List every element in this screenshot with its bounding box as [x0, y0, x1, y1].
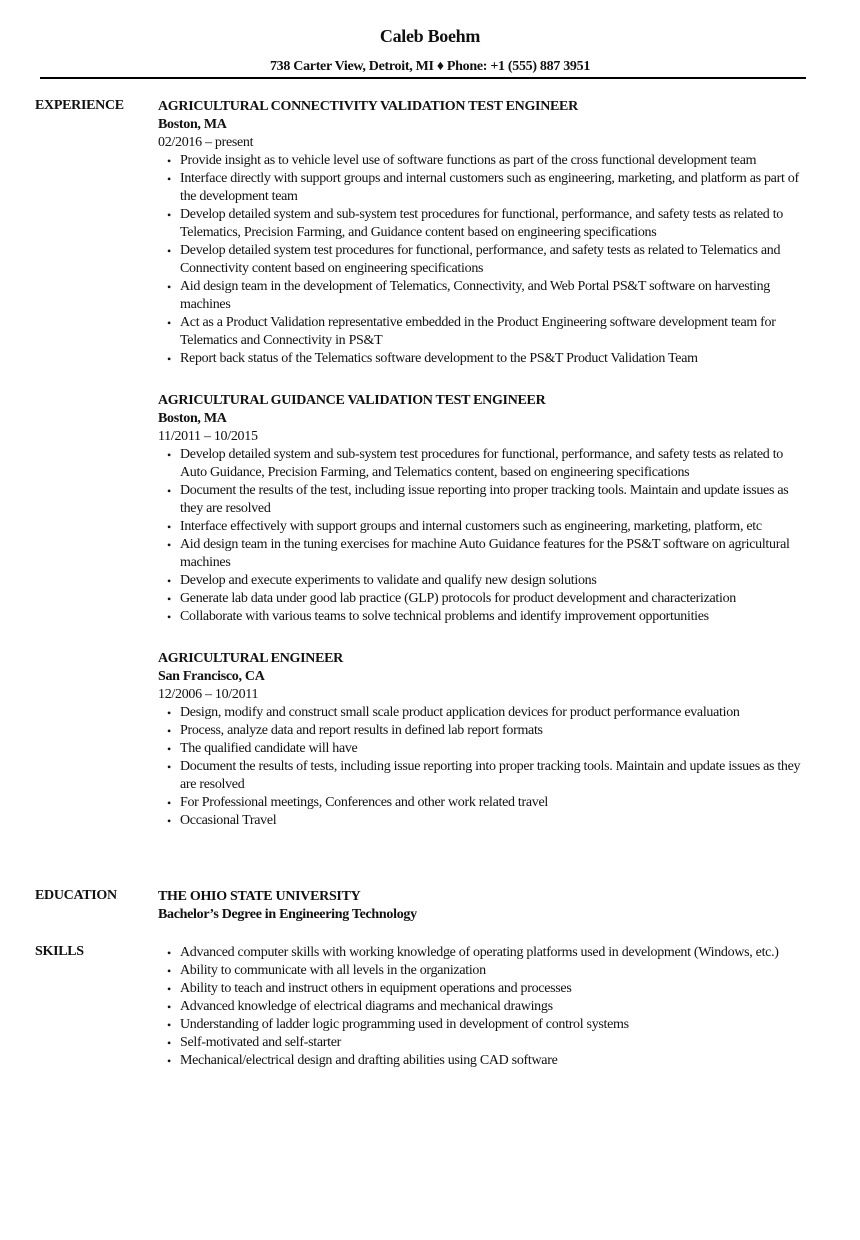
list-item: • Report back status of the Telematics software development to the PS&T Product Validation Team	[180, 350, 812, 368]
job-dates: 12/2006 – 10/2011	[158, 687, 259, 702]
list-item: • Process, analyze data and report results in defined lab report formats	[180, 722, 812, 740]
section-label-experience: EXPERIENCE	[35, 98, 124, 113]
list-item: • Document the results of tests, including issue reporting into proper tracking tools. Maintain and update issues as they are resolved	[180, 758, 812, 794]
list-item: • Ability to communicate with all levels in the organization	[180, 962, 812, 980]
job-entry	[158, 392, 825, 626]
section-label-education: EDUCATION	[35, 888, 117, 903]
list-item: • For Professional meetings, Conferences and other work related travel	[180, 794, 812, 812]
list-item: • Understanding of ladder logic programming used in development of control systems	[180, 1016, 812, 1034]
list-item: • Provide insight as to vehicle level use of software functions as part of the cross functional development team	[180, 152, 812, 170]
job-location: Boston, MA	[158, 411, 227, 426]
job-dates: 11/2011 – 10/2015	[158, 429, 258, 444]
list-item: • The qualified candidate will have	[180, 740, 812, 758]
list-item: • Interface directly with support groups and internal customers such as engineering, marketing, and platform as part of the development team	[180, 170, 812, 206]
list-item: • Aid design team in the tuning exercises for machine Auto Guidance features for the PS&T software on agricultural machines	[180, 536, 812, 572]
list-item: • Ability to teach and instruct others in equipment operations and processes	[180, 980, 812, 998]
contact-info: 738 Carter View, Detroit, MI ♦ Phone: +1 (555) 887 3951	[269, 59, 591, 74]
skills-section	[35, 944, 825, 1070]
job-bullets	[158, 704, 812, 830]
list-item: • Document the results of the test, including issue reporting into proper tracking tools. Maintain and update issues as they are resolved	[180, 482, 812, 518]
list-item: • Design, modify and construct small scale product application devices for product performance evaluation	[180, 704, 812, 722]
job-entry	[158, 98, 825, 368]
job-bullets	[158, 446, 812, 626]
job-dates: 02/2016 – present	[158, 135, 254, 150]
experience-section	[35, 98, 825, 854]
list-item: • Mechanical/electrical design and drafting abilities using CAD software	[180, 1052, 812, 1070]
job-entry	[158, 650, 825, 830]
skills-list	[158, 944, 812, 1070]
degree: Bachelor’s Degree in Engineering Technology	[158, 907, 417, 922]
list-item: • Advanced computer skills with working knowledge of operating platforms used in development (Windows, etc.)	[180, 944, 812, 962]
job-location: Boston, MA	[158, 117, 227, 132]
job-location: San Francisco, CA	[158, 669, 265, 684]
list-item: • Develop and execute experiments to validate and qualify new design solutions	[180, 572, 812, 590]
job-title: AGRICULTURAL ENGINEER	[158, 651, 343, 666]
list-item: • Generate lab data under good lab practice (GLP) protocols for product development and characterization	[180, 590, 812, 608]
header-divider	[40, 77, 806, 79]
section-label-skills: SKILLS	[35, 944, 84, 959]
list-item: • Act as a Product Validation representative embedded in the Product Engineering software development team for Telematics and Connectivity in PS&T	[180, 314, 812, 350]
list-item: • Develop detailed system and sub-system test procedures for functional, performance, and safety tests as related to Auto Guidance, Precision Farming, and Telematics content, based on engineering specifications	[180, 446, 812, 482]
education-section	[35, 888, 825, 924]
list-item: • Occasional Travel	[180, 812, 812, 830]
list-item: • Self-motivated and self-starter	[180, 1034, 812, 1052]
job-title: AGRICULTURAL CONNECTIVITY VALIDATION TEST ENGINEER	[158, 99, 578, 114]
candidate-name: Caleb Boehm	[379, 26, 481, 46]
job-bullets	[158, 152, 812, 368]
school-name: THE OHIO STATE UNIVERSITY	[158, 889, 361, 904]
list-item: • Interface effectively with support groups and internal customers such as engineering, marketing, platform, etc	[180, 518, 812, 536]
list-item: • Advanced knowledge of electrical diagrams and mechanical drawings	[180, 998, 812, 1016]
list-item: • Develop detailed system and sub-system test procedures for functional, performance, and safety tests as related to Telematics, Precision Farming, and Guidance content based on engineering specifications	[180, 206, 812, 242]
list-item: • Aid design team in the development of Telematics, Connectivity, and Web Portal PS&T software on harvesting machines	[180, 278, 812, 314]
job-title: AGRICULTURAL GUIDANCE VALIDATION TEST ENGINEER	[158, 393, 546, 408]
list-item: • Collaborate with various teams to solve technical problems and identify improvement opportunities	[180, 608, 812, 626]
list-item: • Develop detailed system test procedures for functional, performance, and safety tests as related to Telematics and Connectivity content based on engineering specifications	[180, 242, 812, 278]
